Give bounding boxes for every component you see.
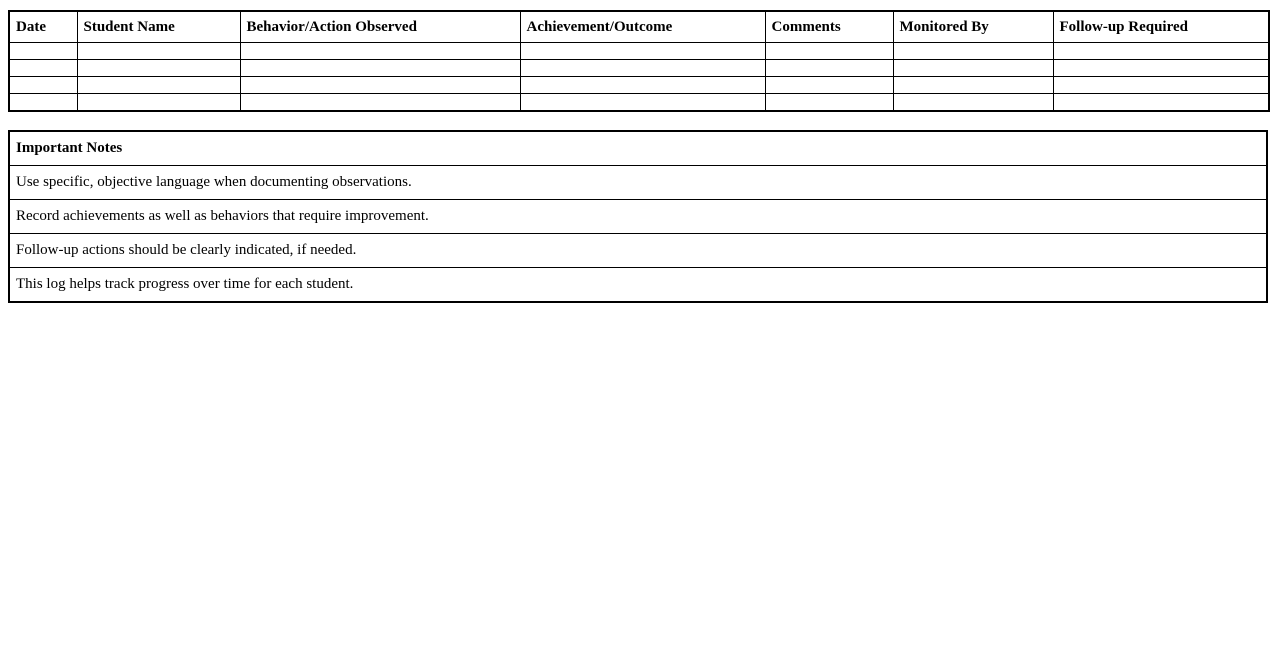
empty-cell <box>765 77 893 94</box>
note-row <box>9 268 1267 303</box>
empty-cell <box>1053 43 1269 60</box>
empty-cell <box>9 60 77 77</box>
empty-cell <box>9 94 77 112</box>
empty-cell <box>765 43 893 60</box>
empty-cell <box>240 77 520 94</box>
note-text: Follow-up actions should be clearly indicated, if needed. <box>9 234 1267 268</box>
empty-cell <box>77 60 240 77</box>
empty-cell <box>77 94 240 112</box>
column-header-comments: Comments <box>765 11 893 43</box>
empty-cell <box>520 43 765 60</box>
empty-cell <box>240 43 520 60</box>
empty-cell <box>240 94 520 112</box>
empty-cell <box>77 77 240 94</box>
empty-cell <box>240 60 520 77</box>
column-header-student-name: Student Name <box>77 11 240 43</box>
column-header-follow-up-required: Follow-up Required <box>1053 11 1269 43</box>
empty-cell <box>520 77 765 94</box>
empty-cell <box>893 94 1053 112</box>
note-row <box>9 234 1267 268</box>
important-notes-table <box>8 130 1268 303</box>
observation-log-table <box>8 10 1270 112</box>
column-header-behavior-action-observed: Behavior/Action Observed <box>240 11 520 43</box>
table-row <box>9 77 1269 94</box>
note-text: Use specific, objective language when documenting observations. <box>9 166 1267 200</box>
table-row <box>9 43 1269 60</box>
empty-cell <box>765 94 893 112</box>
column-header-monitored-by: Monitored By <box>893 11 1053 43</box>
table-row <box>9 60 1269 77</box>
empty-cell <box>893 43 1053 60</box>
empty-cell <box>1053 77 1269 94</box>
empty-cell <box>1053 60 1269 77</box>
header-row <box>9 11 1269 43</box>
table-row <box>9 94 1269 112</box>
column-header-date: Date <box>9 11 77 43</box>
notes-title-row <box>9 131 1267 166</box>
column-header-achievement-outcome: Achievement/Outcome <box>520 11 765 43</box>
empty-cell <box>893 60 1053 77</box>
empty-cell <box>9 77 77 94</box>
note-row <box>9 166 1267 200</box>
empty-cell <box>1053 94 1269 112</box>
notes-title: Important Notes <box>9 131 1267 166</box>
note-text: Record achievements as well as behaviors that require improvement. <box>9 200 1267 234</box>
note-row <box>9 200 1267 234</box>
empty-cell <box>520 60 765 77</box>
empty-cell <box>520 94 765 112</box>
note-text: This log helps track progress over time for each student. <box>9 268 1267 303</box>
empty-cell <box>77 43 240 60</box>
empty-cell <box>765 60 893 77</box>
empty-cell <box>893 77 1053 94</box>
empty-cell <box>9 43 77 60</box>
